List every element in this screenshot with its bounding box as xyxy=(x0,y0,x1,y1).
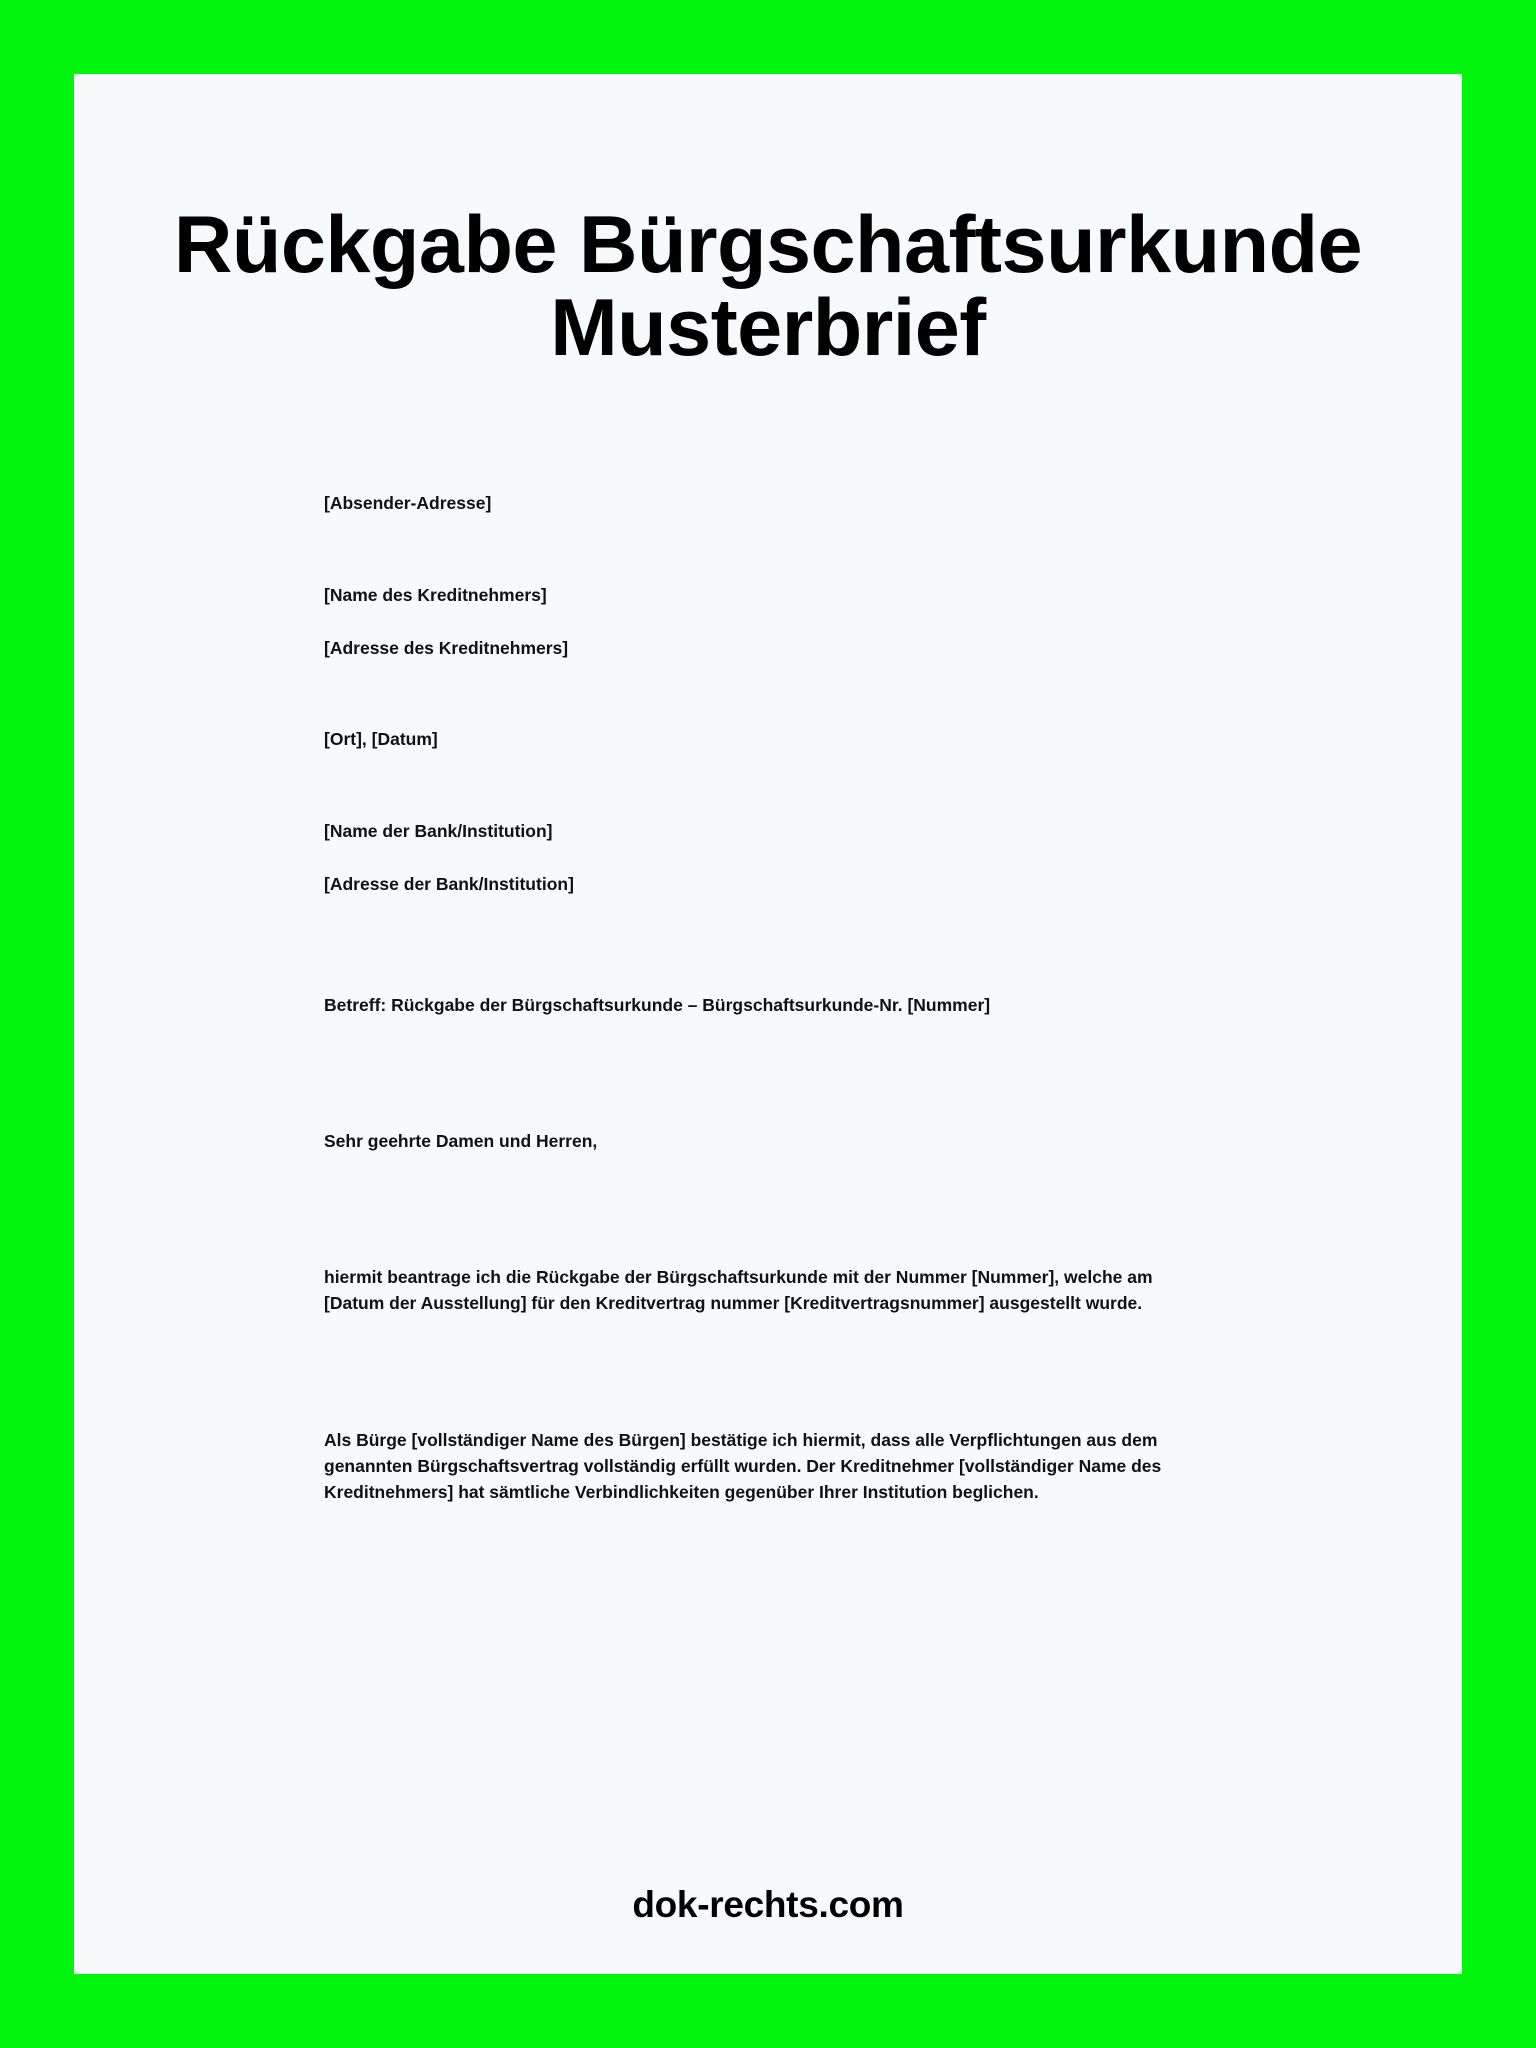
institution-name: [Name der Bank/Institution] xyxy=(324,820,553,841)
document-page xyxy=(74,74,1462,1974)
spacer-1 xyxy=(324,517,1212,583)
footer-website: dok-rechts.com xyxy=(632,1884,904,1925)
paragraph-confirmation: Als Bürge [vollständiger Name des Bürgen] bestätige ich hiermit, dass alle Verpflichtungen aus dem genannten Bürgschaftsvertrag vollständig erfüllt wurden. Der Kreditnehmer [vollständiger Name des Kreditnehmers] hat sämtliche Verbindlichkeiten gegenüber Ihrer Institution beglichen. xyxy=(324,1429,1162,1503)
salutation: Sehr geehrte Damen und Herren, xyxy=(324,1130,598,1151)
spacer-4 xyxy=(324,753,1212,819)
spacer-6 xyxy=(324,897,1212,993)
institution-address: [Adresse der Bank/Institution] xyxy=(324,874,574,895)
spacer-after-title xyxy=(74,369,1462,491)
sender-address: [Absender-Adresse] xyxy=(324,493,492,514)
subject-line: Betreff: Rückgabe der Bürgschaftsurkunde – Bürgschaftsurkunde-Nr. [Nummer] xyxy=(324,995,991,1016)
spacer-9 xyxy=(324,1317,1212,1427)
page-title: Rückgabe Bürgschaftsurkunde Musterbrief xyxy=(173,200,1363,373)
spacer-8 xyxy=(324,1154,1212,1264)
spacer-5 xyxy=(324,844,1212,872)
spacer-7 xyxy=(324,1019,1212,1129)
recipient-address: [Adresse des Kreditnehmers] xyxy=(324,637,569,658)
paragraph-request: hiermit beantrage ich die Rückgabe der Bürgschaftsurkunde mit der Nummer [Nummer], welche am [Datum der Ausstellung] für den Kreditvertrag nummer [Kreditvertragsnummer] ausgestellt wurde. xyxy=(324,1267,1153,1314)
spacer-3 xyxy=(324,661,1212,727)
recipient-name: [Name des Kreditnehmers] xyxy=(324,584,547,605)
letter-body xyxy=(74,491,1462,1505)
place-date: [Ort], [Datum] xyxy=(324,729,438,750)
spacer-2 xyxy=(324,608,1212,636)
